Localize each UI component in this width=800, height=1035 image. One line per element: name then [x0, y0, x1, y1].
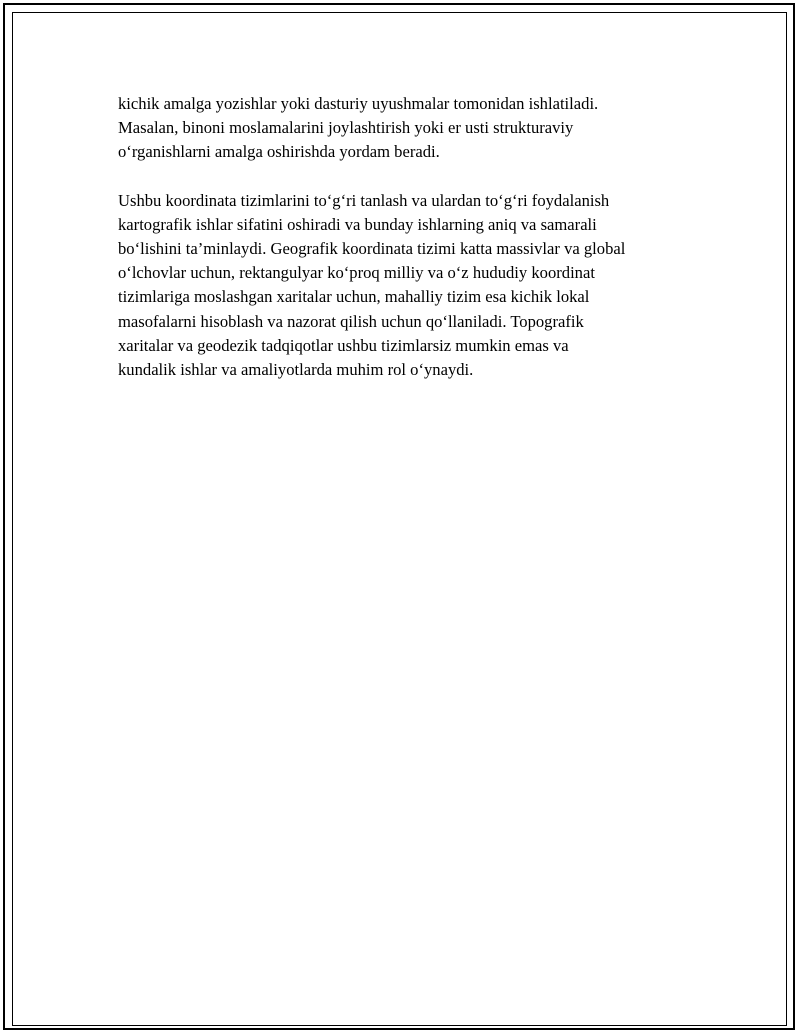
- text-line: kichik amalga yozishlar yoki dasturiy uyushmalar tomonidan ishlatiladi.: [118, 94, 599, 113]
- text-line: masofalarni hisoblash va nazorat qilish uchun qo‘llaniladi. Topografik: [118, 311, 584, 331]
- text-line: kartografik ishlar sifatini oshiradi va bunday ishlarning aniq va samarali: [118, 214, 597, 234]
- text-line: tizimlariga moslashgan xaritalar uchun, mahalliy tizim esa kichik lokal: [118, 287, 590, 307]
- paragraph-1: [118, 92, 688, 165]
- text-line: bo‘lishini ta’minlaydi. Geografik koordinata tizimi katta massivlar va global: [118, 239, 626, 259]
- text-line: o‘lchovlar uchun, rektangulyar ko‘proq milliy va o‘z hududiy koordinat: [118, 263, 595, 283]
- text-line: o‘rganishlarni amalga oshirishda yordam beradi.: [118, 142, 440, 162]
- text-line: Masalan, binoni moslamalarini joylashtirish yoki er usti strukturaviy: [118, 118, 574, 138]
- text-line: xaritalar va geodezik tadqiqotlar ushbu tizimlarsiz mumkin emas va: [118, 335, 569, 355]
- text-line: kundalik ishlar va amaliyotlarda muhim rol o‘ynaydi.: [118, 360, 474, 380]
- paragraph-2: [118, 189, 688, 383]
- text-line: Ushbu koordinata tizimlarini to‘g‘ri tanlash va ulardan to‘g‘ri foydalanish: [118, 190, 610, 210]
- document-body: [118, 92, 688, 406]
